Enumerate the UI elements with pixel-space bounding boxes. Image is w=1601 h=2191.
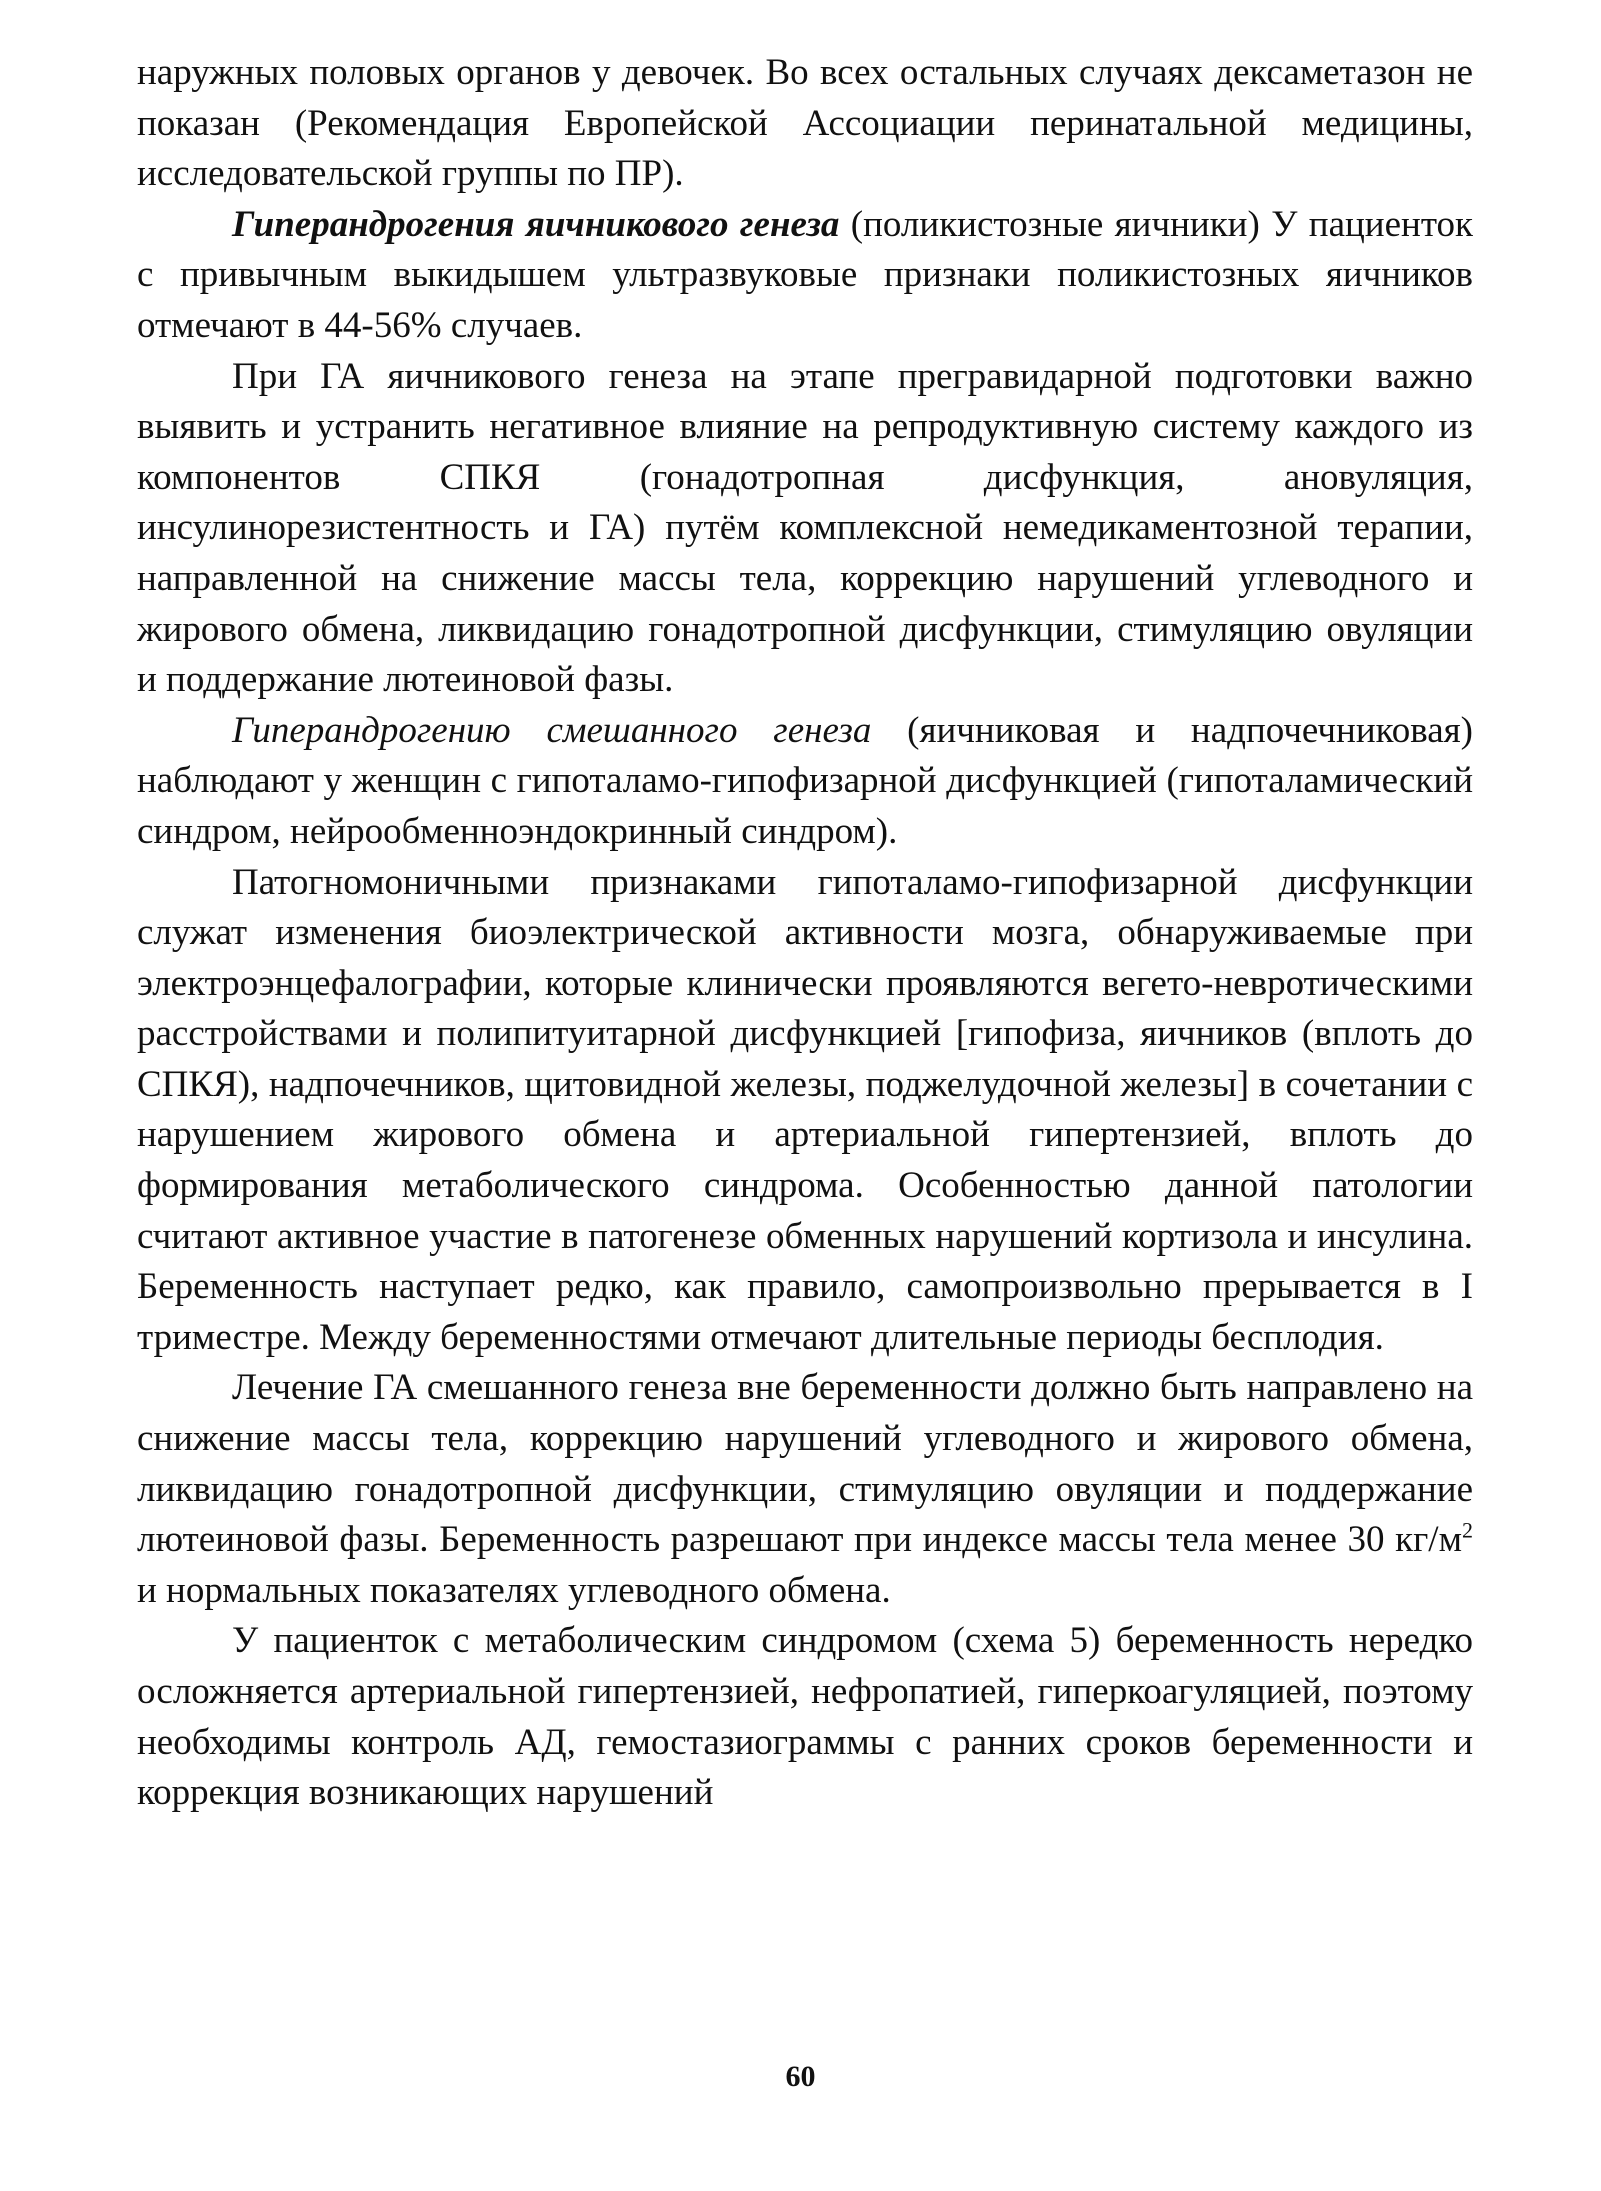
paragraph-ovarian-treatment: [137, 352, 1473, 706]
term-heading: Гиперандрогения яичникового генеза: [232, 203, 840, 245]
paragraph-text: Лечение ГА смешанного генеза вне беременности должно быть направлено на снижение массы тела, коррекцию нарушений углеводного и жирового обмена, ликвидацию гонадотропной дисфункции, стимуляцию овуляции и поддержание лютеиновой фазы. Беременность разрешают при индексе массы тела менее: [137, 1367, 1473, 1561]
page-number: 60: [785, 2060, 816, 2093]
paragraph-text: При ГА яичникового генеза на этапе прегравидарной подготовки важно выявить и устранить негативное влияние на репродуктивную систему каждого из компонентов СПКЯ (гонадотропная дисфункция, ановуляция, инсулинорезистентность и ГА) путём комплексной немедикаментозной терапии, направленной на снижение массы тела, коррекцию нарушений углеводного и жирового обмена, ликвидацию гонадотропной дисфункции, стимуляцию овуляции и поддержание лютеиновой фазы.: [137, 355, 1473, 701]
page-body: [137, 48, 1473, 1819]
paragraph-pathognomonic-signs: [137, 858, 1473, 1364]
paragraph-text: Патогномоничными признаками гипоталамо-гипофизарной дисфункции служат изменения биоэлектрической активности мозга, обнаруживаемые при электроэнцефалографии, которые клинически проявляются вегето-невротическими расстройствами и полипитуитарной дисфункцией [гипофиза, яичников (вплоть до СПКЯ), надпочечников, щитовидной железы, поджелудочной железы] в сочетании с нарушением жирового обмена и артериальной гипертензией, вплоть до формирования метаболического синдрома. Особенностью данной патологии считают активное участие в патогенезе обменных нарушений кортизола и инсулина. Беременность наступает редко, как правило, самопроизвольно прерывается в I триместре. Между беременностями отмечают длительные периоды бесплодия.: [137, 861, 1473, 1358]
paragraph-text: У пациенток с метаболическим синдромом (схема 5) беременность нередко осложняется артериальной гипертензией, нефропатией, гиперкоагуляцией, поэтому необходимы контроль АД, гемостазиограммы с ранних сроков беременности и коррекция возникающих нарушений: [137, 1620, 1473, 1814]
paragraph-text: наружных половых органов у девочек. Во всех остальных случаях дексаметазон не показан (Рекомендация Европейской Ассоциации перинатальной медицины, исследовательской группы по ПР).: [137, 52, 1473, 195]
term-heading: Гиперандрогению смешанного генеза: [232, 709, 872, 751]
paragraph-ovarian-hyperandrogenism: [137, 200, 1473, 352]
paragraph-mixed-hyperandrogenism: [137, 706, 1473, 858]
paragraph-metabolic-syndrome: [137, 1616, 1473, 1818]
paragraph-continuation: [137, 48, 1473, 200]
paragraph-mixed-treatment: [137, 1363, 1473, 1616]
superscript: 2: [1461, 1517, 1473, 1543]
paragraph-text: и нормальных показателях углеводного обмена.: [137, 1569, 891, 1611]
bmi-threshold: 30 кг/м: [1347, 1519, 1462, 1561]
paragraph-text: (яичниковая и надпочечниковая) наблюдают у женщин с гипоталамо-гипофизарной дисфункцией (гипоталамический синдром, нейрообменноэндокринный синдром).: [137, 709, 1473, 852]
paragraph-text: (поликистозные яичники) У пациенток с привычным выкидышем ультразвуковые признаки поликистозных яичников отмечают в 44-56% случаев.: [137, 203, 1473, 346]
